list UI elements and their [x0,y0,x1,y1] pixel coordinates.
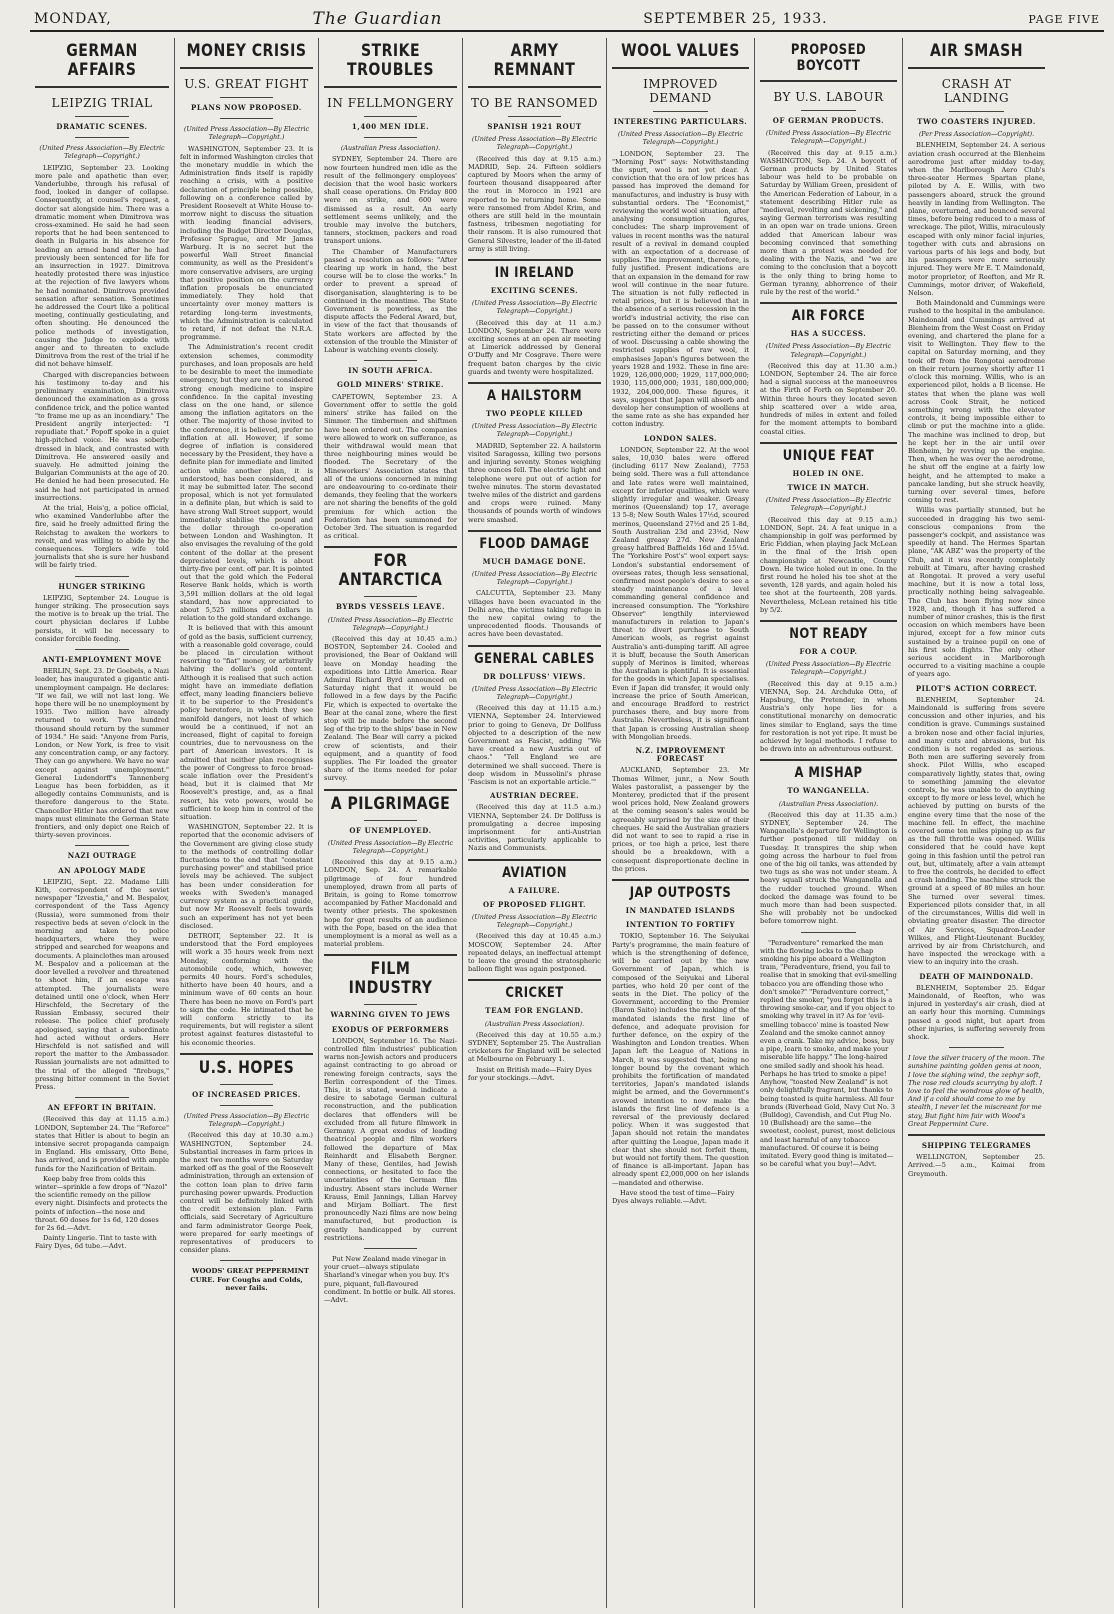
subhead-hunger-striking: HUNGER STRIKING [58,581,146,591]
divider [324,86,457,88]
wire-credit: (United Press Association—By Electric Telegraph—Copyright.) [471,299,598,316]
article-paragraph: (Received this day at 11.5 a.m.) VIENNA, September 24. Dr Dollfuss is promulgating a decree imposing imprisonment for anti-Austrian activities, particularly applicable to Nazis and Communists. [468,803,601,853]
subhead-nz-forecast: N.Z. IMPROVEMENT FORECAST [635,746,726,764]
divider [468,979,601,981]
divider [468,530,601,532]
divider [801,932,856,933]
masthead [30,8,1104,32]
article-paragraph: The Chamber of Manufacturers passed a resolution as follows: "After clearing up work in hand, the best course will be to close the works." In order to prevent a spread of disorganisation, slaughtering is to be continued in the meantime. The State Government is powerless, as the dispute affects the Federal Award, but, in view of the fact that thousands of State workers are affected by the extension of the trouble the Minister of Labour is watching events closely. [324,247,457,355]
headline-hailstorm: A HAILSTORM [487,388,582,405]
masthead-page-number: PAGE FIVE [1028,12,1100,26]
article-paragraph: LEIPZIG, Sept. 22. Madame Lilli Kith, correspondent of the soviet newspaper "Izvestia," and M. Bespalov, correspondent of the Tass Agency (Russia), were summoned from their respective beds at seven o'clock in the morning and taken to police headquarters, where they were stripped and searched for weapons and documents. A plainclothes man aroused M. Bespalov and a policeman at the door levelled a revolver and threatened to shoot him, if an escape was attempted. The journalists were detained until one o'clock, when Herr Hirschfeld, the Secretary of the Russian Embassy, secured their release. The police chief profusely apologised, saying that a subordinate had acted without orders. Herr Hirschfeld is not satisfied and will report the matter to the Ambassador. Russian journalists are not admitted to the trial of the alleged "firebugs," pressing bitter comment in the Soviet Press. [35,877,169,1091]
deck: TO WANGANELLA. [787,786,870,796]
headline-money-crisis: MONEY CRISIS [186,41,307,61]
article-paragraph: (Received this day at 11.15 a.m.) LONDON, September 24. The "Reforce" states that Hitler is about to begin an intensive secret propaganda campaign in England. His emissary, Otto Bene, has arrived, and is provided with ample funds for the Nazification of Britain. [35,1115,169,1173]
advertisement: WOODS' GREAT PEPPERMINT CURE. For Coughs and Colds, never fails. [190,1267,309,1292]
headline-unique-feat: UNIQUE FEAT [782,447,875,464]
article-paragraph: DETROIT, September 22. It is understood that the Ford employees will work a 35 hours week from next Monday, conforming with the automobile code, which, however, permits 40 hours. Ford's schedules, hitherto have been 40 hours, and a minimum wave of 60 cents an hour. There has been no move on Ford's part to sign the code. He intimated that he will conform strictly to its requirements, but will register a silent protest against features distasteful to his economic theories. [180,931,313,1047]
divider [220,1105,273,1106]
headline-air-smash: AIR SMASH [930,41,1023,61]
wire-credit: (United Press Association—By Electric Telegraph—Copyright.) [765,129,892,146]
column-strike-troubles [318,38,462,1608]
subhead-death-of-maindonald: DEATH OF MAINDONALD. [919,971,1034,981]
headline-wool-values: WOOL VALUES [621,41,740,61]
divider [908,67,1045,69]
deck: FOR A COUP. [799,646,858,656]
advertisement: Dainty Lingerie. Tint to taste with Fairy Dyes, 6d tube.—Advt. [35,1234,157,1251]
subhead-twice-in-match: TWICE IN MATCH. [787,482,870,492]
deck: WARNING GIVEN TO JEWS [330,1010,451,1020]
article-paragraph: BLENHEIM, September 24. Maindonald is suffering from severe concussion and other injuries, and his condition is grave. Cummings sustained a broken nose and other facial injuries, and many cuts and abrasions, but his condition is not regarded as serious. Both men are suffering severely from shock. Pilot Willis, who escaped comparatively lightly, states that, owing to something jamming the elevator controls, he was unable to do anything except to fly more or less level, which he achieved by putting on bursts of the engine every time that the nose of the machine fell. In effect, the machine covered some ten miles piping up as far as the full throttle was opened. Willis considered that he could have kept going in this fashion until the petrol ran out, but, ultimately, after a vain attempt to free the controls, he decided to effect a crash landing. The machine struck the ground at a speed of 80 miles an hour. She turned over several times. Experienced pilots consider that, in all of the circumstances, Willis did well in obviating greater disaster. The director of Air Services, Squadron-Leader Wilkes, and Flight-Lieutenant Buckley, arrived by air from Christchurch, and have inspected the wreckage with a view to an inquiry into the crash. [908,695,1045,967]
wire-credit: (United Press Association—By Electric Telegraph—Copyright.) [471,913,598,930]
deck: INTERESTING PARTICULARS. [613,117,748,126]
headline-a-pilgrimage: A PILGRIMAGE [330,793,451,814]
headline-jap-outposts: JAP OUTPOSTS [629,885,732,902]
article-paragraph: (Received this day at 9.15 a.m.) LONDON, Sep. 24. A remarkable pilgrimage of four hundred unemployed, drawn from all parts of Britain, is going to Rome tomorrow accompanied by Father Macdonald and twenty other priests. The spokesmen hope for great results of an audience with the Pope, based on the idea that unemployment is a moral as well as a material problem. [324,858,457,949]
divider [35,86,169,88]
subhead-us-labour: BY U.S. LABOUR [773,90,884,104]
deck: OF INCREASED PRICES. [192,1089,301,1099]
deck: 1,400 MEN IDLE. [351,122,430,131]
deck: IN MANDATED ISLANDS [625,906,736,916]
divider [364,137,417,138]
subhead-exodus: EXODUS OF PERFORMERS [331,1024,450,1034]
article-paragraph: Willis was partially stunned, but he succeeded in dragging his two semi-conscious companions from the passenger's cockpit, and assistance was speedily at hand. The Hermes Spartan plane, "AK ABZ" was the property of the Club, and it was recently completely rebuilt at Timaru, after having crashed at Rongotai. It proved a very useful machine, but it is now a total loss, practically nothing being salvageable. The Club has been flying now since 1928, and, though it has suffered a number of minor crashes, this is the first occasion on which members have been injured, except for a few minor cuts sustained by a trainee pupil on one of his first solo flights. The only other serious accident in Marlborough occurred to a visiting machine a couple of years ago. [908,506,1045,679]
article-paragraph: (Received this day at 9.15 a.m.) LONDON, Sept. 24. A feat unique in a championship in golf was performed by Eric Fiddian, when playing Jack McLean in the final of the Irish open championship at Newcastle, County Down. He twice holed out in one. In the first round he holed his tee shot at the seventh, 128 yards, and again holed his tee shot at the fourteenth, 208 yards. Nevertheless, McLean retained his title by 5/2. [760,515,897,614]
divider [760,442,897,444]
divider [180,1053,313,1055]
subhead-pilot-action: PILOT'S ACTION CORRECT. [915,683,1038,693]
advertisement-poem: I love the silver tracery of the moon. The sunshine painting golden gems at noon, I love the sighing wind, the zephyr soft, The rose red clouds scurrying by aloft. I love to feel the wondrous glow of health, And if a cold should come to me by stealth, I never let the miscreant for me stay, But fight him fair with Wood's Great Peppermint Cure. [908,1054,1045,1128]
divider [468,86,601,88]
deck: DRAMATIC SCENES. [56,122,148,131]
article-paragraph: LONDON, September 23. The "Morning Post" says: Notwithstanding the spurt, wool is not yet dear. A conviction that the era of low prices has passed has improved the demand for manufactures, and industry is busy with substantial orders. The "Economist," reviewing the world wool situation, after analysing consumption figures, concludes: The sharp improvement of values in recent months was the natural result of a revival in demand coupled with an expectation of a decrease of supplies. The improvement, therefore, is fully justified. Present indications are that an expansion in the demand for raw wool will continue in the near future. The situation is not fully reflected in retail prices, but it is believed that in the absence of a serious recession in the world's industrial activity, the rise can be passed on to the consumer without restricting either the demand or prices of wool. Discussing a cable showing the restricted supplies of raw wool, it emphasises Japan's figures between the years 1928 and 1932. These in fine are: 1929, 126,000,000; 1929, 117,000,000; 1930, 115,000,000; 1931, 180,000,000; 1932, 204,000,000. These figures, it says, suggest that Japan will absorb and develop her consumption of woollens at the same rate as she has expanded her cotton industry. [612,149,749,429]
subhead-austrian-decree: AUSTRIAN DECREE. [489,791,580,801]
divider [180,67,313,69]
wire-credit: (United Press Association—By Electric Telegraph—Copyright.) [471,569,598,587]
divider [75,576,129,577]
headline-air-force: AIR FORCE [791,308,866,325]
article-paragraph: SYDNEY, September 24. There are now fourteen hundred men idle as the result of the fellmongery employees' decision that the wool basic workers shall cease operations. On Friday 800 were on strike, and 600 were dismissed as a result. An early settlement seems unlikely, and the trouble may involve the butchers, tanners, stockmen, packers and road transport unions. [324,155,457,246]
subhead-ransomed: TO BE RANSOMED [471,96,598,110]
article-paragraph: BLENHEIM, September 24. A serious aviation crash occurred at the Blenheim aerodrome just after midday to-day, when the Marlborough Aero Club's three-seater Hermes Spartan plane, piloted by A. E. Willis, with two passengers aboard, struck the ground heavily in landing from Wellington. The plane, overturned, and bounced several times, before being reduced to a mass of wreckage. The pilot, Willis, miraculously escaped with only minor facial injuries, together with cuts and abrasions on various parts of his legs and body, but his passengers were more seriously injured. They were Mr E. T. Maindonald, motor proprietor, of Reefton, and Mr R. Cummings, motor driver, of Wakefield, Nelson. [908,141,1045,298]
deck: HAS A SUCCESS. [790,329,867,339]
divider [220,97,273,98]
headline-not-ready: NOT READY [789,625,868,642]
article-paragraph: TOKIO, September 16. The Seiyukai Party's programme, the main feature of which is the strengthening of defence, will be carried out by the new Government of Japan, which is composed of the Seiyukai and Liberal parties, who hold 20 per cent of the seats in the Diet. The policy of the Government, according to the Premier (Baron Saito) includes the making of the mandated islands the first line of defence, and adequate provision for further defence, on the expiry of the Washington and London treaties. When Japan left the League of Nations in March, it was suggested that, being no longer bound by the covenant which prohibits the fortification of mandated territories, Japan's mandated islands might be armed, and the Government's avowed intention to now make the islands the first line of defence is a reversal of the previously declared policy. When it was suggested that Japan should not retain the mandates after quitting the League, Japan made it clear that she should not forfeit them, but would not fortify them. The question of finance is all-important. Japan has already spent £2,000,000 on her islands—mandated and otherwise. [612,932,749,1187]
subhead-apology: AN APOLOGY MADE [58,865,146,875]
masthead-date: SEPTEMBER 25, 1933. [643,11,828,27]
deck: PLANS NOW PROPOSED. [191,103,302,112]
divider [653,111,708,112]
article-paragraph: Charged with discrepancies between his testimony to-day and his preliminary examination, Dimitrova denounced the examination as a gross confidence trick, and the police wanted "to frame me up as an incendiary." The President angrily interjected: "I repudiate that." Popoff spoke in a quiet high-pitched voice. He was soberly dressed in black, and contrasted with Dimitrova. He answered easily and suavely. He admitted joining the Bulgarian Communists at the age of 20. He denied he had been prosecuted. He said he had not participated in armed insurrections. [35,370,169,502]
article-paragraph: BLENHEIM, September 25. Edgar Maindonald, of Reefton, who was injured in yesterday's air crash, died at an early hour this morning. Cummings passed a good night, but apart from other injuries, is suffering severely from shock. [908,983,1045,1041]
divider [364,1248,417,1249]
headline-army-remnant: ARMY REMNANT [493,41,576,80]
column-air-smash [902,38,1050,1608]
headline-a-mishap: A MISHAP [794,765,863,782]
advertisement: Insist on British made—Fairy Dyes for your stockings.—Advt. [468,1065,592,1082]
headline-us-hopes: U.S. HOPES [198,1057,295,1078]
subhead-proposed-flight: OF PROPOSED FLIGHT. [483,899,586,909]
divider [760,80,897,82]
deck: A FAILURE. [508,885,561,895]
article-paragraph: The Administration's recent credit extension schemes, commodity purchases, and loan proposals are held to be desirable to meet the immediate emergency, but they are not considered strong enough medicine to inspire confidence. In the capital investing class on the one hand, or silence among the inflation agitators on the other. The majority of those invited to the conference, it is believed, prefer no inflation at all. However, if some degree of inflation is considered necessary by the President, they have a definite plan for immediate and limited action while another plan, it is understood, has been considered, and it may be submitted later. The second proposal, which is not yet formulated in a definite plan, but which is said to have strong Wall Street support, would immediately stabilise the pound and the dollar through co-operation between London and Washington. It also envisages the revaluing of the gold content of the dollar at the present depreciated levels, which is about thirty-five per cent. off par. It is pointed out that the gold which the Federal Reserve Bank holds, which is worth 3,591 million dollars at the old legal standard, has now appreciated to about 5,525 millions of dollars in relation to the gold standard exchange. [180,343,313,623]
wire-credit: (United Press Association—By Electric Telegraph—Copyright.) [183,125,310,142]
wire-credit: (United Press Association—By Electric Telegraph—Copyright.) [765,496,892,513]
wire-credit: (United Press Association—By Electric Telegraph—Copyright.) [183,1111,310,1129]
divider [801,110,856,111]
wire-credit: (Australian Press Association). [484,1019,585,1028]
article-paragraph: (Received this day at 11.15 a.m.) VIENNA, September 24. Interviewed prior to going to Geneva, Dr Dollfuss objected to a description of the new Government as Fascist, adding "We have created a new Austria out of chaos." "Tell England we are determined we shall succeed. There is deep wisdom in Mussolini's phrase 'Fascism is not an exportable article.'" [468,704,601,786]
divider [364,596,417,597]
divider [75,1097,129,1098]
subhead-leipzig-trial: LEIPZIG TRIAL [51,96,153,110]
divider [468,382,601,384]
headline-general-cables: GENERAL CABLES [474,650,595,667]
deck: DR DOLLFUSS' VIEWS. [483,671,586,681]
article-paragraph: (Received this day at 11.35 a.m.) SYDNEY, September 24. The Wanganella's departure for Wellington is further postponed till midday on Tuesday. It transpires the ship when going across the harbour to fuel from one of the big oil tanks, was attended by two tugs as she was not under steam. A heavy squall struck the Wanganella and the rudder touched ground. When docked the damage was found to be much more than had been suspected. She will probably not be undocked before tomorrow night. [760,810,897,926]
divider [949,111,1004,112]
divider [468,859,601,861]
article-paragraph: WELLINGTON, September 25. Arrived.—5 a.m., Kaimai from Greymouth. [908,1153,1045,1178]
article-paragraph: CALCUTTA, September 23. Many villages have been evacuated in the Delhi area, the victims taking refuge in the new capital owing to the unprecedented floods. Thousands of acres have been devastated. [468,589,601,639]
article-paragraph: LEIPZIG, September 23. Looking more pale and apathetic than ever, Vanderlubbe, through his refusal of food, looked in danger of collapse. Consequently, at counsel's request, a doctor sat alongside him. There was a dramatic moment when Dimitrova was cross-examined. He said he had seen reports that he had been sentenced to death in Bulgaria in his absence for leading an armed band after he had previously been sentenced for life for an insurrection in 1927. Dimitrova heatedly protested there was injustice at the rejection of five lawyers whom he had nominated. Dimitrova provided sensation after sensation. Sometimes he addressed the Court like a political meeting, continually gesticulating, and often shouting. He denounced the police methods of investigation, causing the Judge to explode with anger and to threaten to exclude Dimitrova from the rest of the trial if he did not behave himself. [35,163,169,369]
divider [760,759,897,761]
columns [30,38,1104,1608]
article-paragraph: WASHINGTON, September 23. It is felt in informed Washington circles that the monetary muddle in which the Administration finds itself is rapidly reaching a crisis, with a positive declaration of principle being possible, following on a conference called by President Roosevelt at White House to-morrow night to discuss the situation with leading financial advisers, including the Budget Director Douglas, Professor Sprague, and Mr James Warburg. It is no secret but the powerful Wall Street financial community, as well as the President's more conservative advisers, are urging that positive position on the currency inflation proposals be enunciated immediately. They hold that uncertainty over money matters is retarding long-term investments, which the Administration is calculated to retard, if not defeat the N.R.A. programme. [180,144,313,342]
advertisement: Keep baby free from colds this winter—sprinkle a few drops of "Nazol" the scientific remedy on the pillow every night. Disinfects and protects the points of infection—the nose and throat. 60 doses for 1s 6d, 120 doses for 2s 6d.—Advt. [35,1174,168,1232]
article-paragraph: (Received this day at 10.45 a.m.) MOSCOW, September 24. After repeated delays, an ineffectual attempt to leave the ground the stratospheric balloon flight was again postponed. [468,932,601,974]
headline-flood-damage: FLOOD DAMAGE [479,535,590,552]
divider [324,546,457,548]
divider [364,1004,417,1005]
headline-film-industry: FILM INDUSTRY [348,959,433,999]
advertisement: Put New Zealand made vinegar in your cruet—always stipulate Sharland's vinegar when you buy. It's pure, piquant, full-flavoured condiment. In bottle or bulk. All stores. —Advt. [324,1254,456,1304]
column-proposed-boycott [754,38,902,1608]
deck: HOLED IN ONE. [792,468,865,478]
divider [75,845,129,846]
subhead-gold-miners: GOLD MINERS' STRIKE. [337,380,444,390]
wire-credit: (Per Press Association—Copyright). [918,130,1035,139]
article-paragraph: MADRID, September 22. A hailstorm visited Saragossa, killing two persons and injuring seventy. Stones weighing three ounces fell. The electric light and telephone were put out of action for twelve minutes. The storm devastated twelve miles of the district and gardens and crops were ruined. Many thousands of pounds worth of windows were smashed. [468,441,601,524]
subhead-fortify: INTENTION TO FORTIFY [626,920,735,930]
column-wool-values [606,38,754,1608]
article-paragraph: (Received this day at 9.15 a.m.) WASHINGTON, Sep. 24. A boycott of German products by United States labour was held to be probable on Saturday by William Green, president of the American Federation of Labour, in a statement describing Hitler rule as "medieval, revolting and sickening," and saying German terrorism was resulting in an open war on trade unions. Green added that American labour was becoming convinced that something more than a protest was needed for dealing with the Nazis, and "we are coming to the conclusion that a boycott is the only thing to bring home to German tyranny, abhorrence of their rule by the rest of the world." [760,148,897,297]
divider [908,1134,1045,1136]
wire-credit: (United Press Association—By Electric Telegraph—Copyright.) [765,660,892,677]
divider [468,645,601,647]
masthead-day: MONDAY, [34,11,112,27]
divider [220,118,273,119]
column-money-crisis [174,38,318,1608]
deck: OF UNEMPLOYED. [349,825,432,835]
subhead-nazi-outrage: NAZI OUTRAGE [67,851,137,861]
headline-cricket: CRICKET [505,985,564,1002]
divider [75,116,129,117]
headline-aviation: AVIATION [502,864,567,881]
subhead-improved-demand: IMPROVED DEMAND [643,77,718,105]
divider [220,1260,273,1261]
wire-credit: (United Press Association—By Electric Telegraph—Copyright.) [471,135,598,152]
article-paragraph: At the trial, Heis'g, a police official, who examined Vanderlubbe after the fire, said he freely admitted firing the Reichstag to awaken the workers to revolt, and was willing to abide by the consequences. Torglers wife told journalists that she is sure her husband will be fairly tried. [35,503,169,570]
deck: SPANISH 1921 ROUT [487,122,582,131]
subhead-south-africa: IN SOUTH AFRICA. [348,366,433,376]
divider [364,820,417,821]
article-paragraph: (Received this day at 9.15 a.m.) VIENNA, Sep. 24. Archduke Otto, of Hapsburg, the Pretender, in whom Austria's only hope lies for a constitutional monarchy on democratic lines similar to England, says the time for restoration is not yet ripe. It must be achieved by legal methods. I refuse to be drawn into an adventurous outburst. [760,679,897,754]
divider [324,789,457,791]
wire-credit: (United Press Association—By Electric Telegraph—Copyright.) [327,615,454,632]
wire-credit: (United Press Association—By Electric Telegraph—Copyright.) [327,838,454,856]
article-paragraph: BERLIN, Sept. 23. Dr Goebels, a Nazi leader, has inaugurated a gigantic anti-unemployment campaign. He declares: "If we fail, we will not last long. We hope there will be no unemployment by 1935. Two million have already returned to work. Two hundred thousand should return by the summer of 1934." He said: "Anyone from Paris, London, or New York, is free to visit any concentration camp, or any factory. They can go anywhere. We have no war except against unemployment." General Ludendorff's Tannenberg League has been forbidden, as it allegedly contains Communists, and is therefore dangerous to the State. Chancellor Hitler has ordered that new maps must eliminate the German State frontiers, and only depict one Reich of thirty-seven provinces. [35,667,170,840]
wire-credit: (United Press Association—By Electric Telegraph—Copyright.) [617,130,744,147]
subhead-shipping-telegrams: SHIPPING TELEGRAMES [921,1140,1032,1150]
wire-credit: (United Press Association—By Electric Telegraph—Copyright.) [471,684,598,701]
article-paragraph: AUCKLAND, September 23. Mr Thomas Wilmer, junr., a New South Wales pastoralist, a passenger by the Monterey, predicted that if the present wool prices hold, New Zealand growers at the coming season's sales would be agreeably surprised by the size of their cheques. He said the Australian graziers did not want to see to rapid a rise in prices, or too high a price, lest there should be a breakdown, with a consequent disproportionate decline in the prices. [612,766,749,873]
subhead-london-sales: LONDON SALES. [644,433,717,443]
masthead-paper-name: The Guardian [312,9,443,29]
column-german-affairs [30,38,174,1608]
deck: MUCH DAMAGE DONE. [482,556,587,566]
article-paragraph: Both Maindonald and Cummings were rushed to the hospital in the ambulance. Maindonald and Cummings arrived at Blenheim from the West Coast on Friday evening, and chartered the plane for a visit to Wellington. They flew to the capital on Saturday morning, and they took off from the Rongotai aerodrome on their return journey shortly after 11 o'clock this morning. Willis, who is an experienced pilot, holds a B license. He states that when the plane was well across Cook Strait, he noticed something wrong with the elevator controls, it being impossible either to climb or put the machine into a glide. The machine was inclined to drop, but he kept her in the air until over Blenheim, by revving up the engine. Then, when he was over the aerodrome, he shut off the engine at a fairly low height, and he attempted to make a pancake landing, but she struck heavily, turning over several times, before coming to rest. [908,299,1045,505]
subhead-us-great-fight: U.S. GREAT FIGHT [184,77,309,91]
article-paragraph: WASHINGTON, September 22. It is reported that the economic advisers of the Government are giving close study to the methods of controlling dollar fluctuations to the end that "constant purchasing power" and stabilised price levels may be achieved. The subject has been under consideration for weeks with Sweden's managed currency system as a practical guide, but now Mr Roosevelt feels towards such an experiment has not yet been disclosed. [180,823,313,930]
divider [612,67,749,69]
wire-credit: (United Press Association—By Electric Telegraph—Copyright.) [471,422,598,439]
headline-for-antarctica: FOR ANTARCTICA [338,551,443,591]
article-paragraph: (Received this day at 10.30 a.m.) WASHINGTON, September 24. Substantial increases in farm prices in the next two months were on Saturday marked off as the goal of the Roosevelt administration, through an extension of the cotton loan plan to drive farm purchasing power upwards. Production control will be definitely linked with the credit extension plan. Farm officials, said Secretary of Agriculture and farm administrator George Peek, were prepared for early meetings of representatives of producers to consider plans. [180,1131,313,1255]
subhead-anti-employment: ANTI-EMPLOYMENT MOVE [42,654,162,664]
headline-strike-troubles: STRIKE TROUBLES [347,41,434,80]
subhead-effort-in-britain: AN EFFORT IN BRITAIN. [47,1103,157,1113]
deck: BYRDS VESSELS LEAVE. [335,602,446,612]
divider [220,1084,273,1085]
article-paragraph: LEIPZIG, September 24. Lougue is hunger striking. The prosecution says the motive is to break up the trial. The court physician declares if Lubbe persists, it will be necessary to consider forcible feeding. [35,593,169,643]
article-paragraph: (Received this day at 9.15 a.m.) MADRID, Sep. 24. Fifteen soldiers captured by Moors when the army of fourteen thousand disappeared after the rout in Morocco in 1921 are reported to be returning home. Some were ransomed from Abdel Krim, and others are still held in the mountain fastness, tribesmen negotiating for their ransom. It is also rumoured that General Silvestre, leader of the ill-fated army is still living. [468,154,601,253]
deck: TEAM FOR ENGLAND. [485,1006,584,1016]
divider [612,879,749,881]
article-paragraph: (Received this day at 11.30 a.m.) LONDON, September 24. The air force had a signal success at the manoeuvres at the Firth of Forth on September 20. Within three hours they located seven ship scattered over a wide area, hundreds of miles in extent and foiled for the moment attempts to bombard coastal cities. [760,361,897,436]
divider [364,360,417,361]
article-paragraph: LONDON, September 16. The Nazi-controlled film industries' publication warns non-Jewish actors and producers against contracting to go abroad or renewing foreign contracts, says the Berlin correspondent of the Times. This, it is stated, would indicate a desire to sabotage German cultural reconstruction, and the publication declares that offenders will be excluded from all future filmwork in Germany. A great exodus of leading theatrical people and film workers followed the departure of Max Reinhardt and Elisabeth Bergner. Many of these, Gentiles, had Jewish connections, or hesitated to face the uncertainties of the German film industry. Absent stars include Werner Krauss, Emil Jannings, Lilian Harvey and Mirjam Bolliart. The first pronouncedly Nazi films are now being manufactured, but production is greatly handicapped by current restrictions. [324,1036,457,1242]
divider [760,620,897,622]
wire-credit: (United Press Association—By Electric Telegraph—Copyright.) [765,342,892,359]
wire-credit: (United Press Association—By Electric Telegraph—Copyright.) [39,144,165,161]
deck: TWO COASTERS INJURED. [917,117,1036,126]
subhead-crash-at-landing: CRASH AT LANDING [941,77,1012,105]
headline-german-affairs: GERMAN AFFAIRS [66,41,138,80]
divider [949,1047,1004,1048]
wire-credit: (Australian Press Association). [340,144,441,153]
article-paragraph: (Received this day at 10.45 a.m.) BOSTON, September 24. Cooled and provisioned, the Bear of Oakland will leave on Monday heading the expeditions into Little America. Rear Admiral Richard Byrd announced on Saturday night that it would be followed in a few days by the Pacific Fir, which is expected to overtake the Bear at the canal zone, where the first stop will be made before the second leg of the trip to the ships' base in New Zealand. The Bear will carry a picked crew of scientists, and their equipment, and a quantity of food supplies. The Fir loaded the greater share of the items needed for polar survey. [324,634,457,783]
advertisement: Have stood the test of time—Fairy Dyes always reliable.—Advt. [612,1188,735,1205]
divider [508,116,561,117]
article-paragraph: (Received this day at 10.55 a.m.) SYDNEY, September 25. The Australian cricketers for England will be selected at Melbourne on February 1. [468,1030,601,1064]
headline-proposed-boycott: PROPOSED BOYCOTT [790,42,867,74]
divider [75,649,129,650]
divider [364,116,417,117]
divider [760,302,897,304]
divider [75,137,129,138]
divider [468,259,601,261]
subhead-fellmongery: IN FELLMONGERY [327,96,454,110]
article-paragraph: CAPETOWN, September 23. A Government offer to settle the gold miners' strike has failed on the Simmer. The timbermen and shiftmen have been ordered out. The companies were allowed to work on sufferance, as their withdrawal would mean that three neighbouring mines would be flooded. The Secretary of the Mineworkers' Association states that all of the unions concerned in mining are endeavouring to co-ordinate their demands, they feeling that the workers are not sharing the benefits of the gold premium for which action the Federation has been summoned for October 3rd. The situation is regarded as critical. [324,392,457,541]
deck: EXCITING SCENES. [490,286,579,296]
article-paragraph: (Received this day at 11 a.m.) LONDON, September 24. There were exciting scenes at an open air meeting at Limerick addressed by General O'Duffy and Mr Cosgrave. There were frequent baton charges by the civic guards and twenty were hospitalized. [468,318,601,376]
divider [324,954,457,956]
deck: TWO PEOPLE KILLED [485,409,584,419]
headline-in-ireland: IN IRELAND [494,265,575,282]
deck: OF GERMAN PRODUCTS. [772,116,885,125]
article-paragraph: It is believed that with this amount of gold as the basis, sufficient currency, with a reasonable gold coverage, could be placed in circulation without resorting to "fiat" money, or arbitrarily halving the dollar's gold content. Although it is realised that such action might have an immediate deflation effect, many leading financiers believe it to be superior to the President's policy heretofore, in which they see manifold dangers, not least of which would be a continued, if not an increased, flight of capital to foreign countries, due to nervousness on the part of American investors. It is admitted that neither plan recognises the power of Congress to force broad-scale inflation over the President's head, but it is claimed that Mr Roosevelt's prestige, and, as a final resort, his veto powers, would be sufficient to keep him in control of the situation. [180,624,313,822]
advertisement: "Peradventure" remarked the man with the flowing locks to the chap smoking his pipe aboard a Wellington tram, "Peradventure, friend, you fail to realise that in smoking that evil-smelling tobacco you are offending those who don't smoke?" "Peradventure correct," replied the smoker, "you forget this is a throwing smoke-car, and if you object to smoking why travel in it? As for 'evil-smelling tobacco' mine is toasted New Zealand and the smoke cannot annoy even a crank. Take my advice, boss, buy a pipe, learn to smoke, and make your miserable life happy." The long-haired one smiled sadly and shook his head. Perhaps he has tried to smoke a pipe! Anyhow, "toasted New Zealand" is not only delightfully fragrant, but thanks to being toasted is quite harmless. All four brands (Riverhead Gold, Navy Cut No. 3 (Bulldog), Cavendish, and Cut Plug No. 10 (Bullshead) are the same—the sweetest, coolest, purest, most delicious and least harmful of any tobacco manufactured. Of course it is being imitated. Every good thing is imitated—so be careful what you buy!—Advt. [760,938,897,1169]
article-paragraph: LONDON, September 22. At the wool sales, 10,030 bales were offered (including 6117 New Zealand), 7753 being sold. There was a full attendance and late rates were well maintained, except for inferior qualities, which were slightly irregular and weaker. Greasy merinos (Queensland) top 17, average 13 5-8; New South Wales 17½d, scoured merinos, Queensland 27½d and 25 1-8d, South Australian 23d and 23½d, New Zealand greasy 27d. New Zealand greasy halfbred Baffields 16d and 15¼d. The "Yorkshire Post's" wool expert says: London's substantial endorsement of overseas rates, though less sensational, confirmed most people's desire to see a steady maintenance of a level commanding general confidence and increased consumption. The "Yorkshire Observer" lengthily interviewed manufacturers in relation to Japan's threat to divert purchase to South American wools, as regrist against Australia's anti-dumping tariff. All agree it is bluff, because the South American supply of Merinos is limited, whereas the Australian is plentiful. It is essential for the goods in which Japan specialises. Even if Japan did transfer, it would only increase the price of South American, and encourage Bradford to restrict purchases there, and buy more from Australia. Nevertheless, it is significant that Japan is crossing Australian sheep with Mongolian breeds. [612,445,749,741]
column-army-remnant [462,38,606,1608]
wire-credit: (Australian Press Association). [778,799,879,808]
